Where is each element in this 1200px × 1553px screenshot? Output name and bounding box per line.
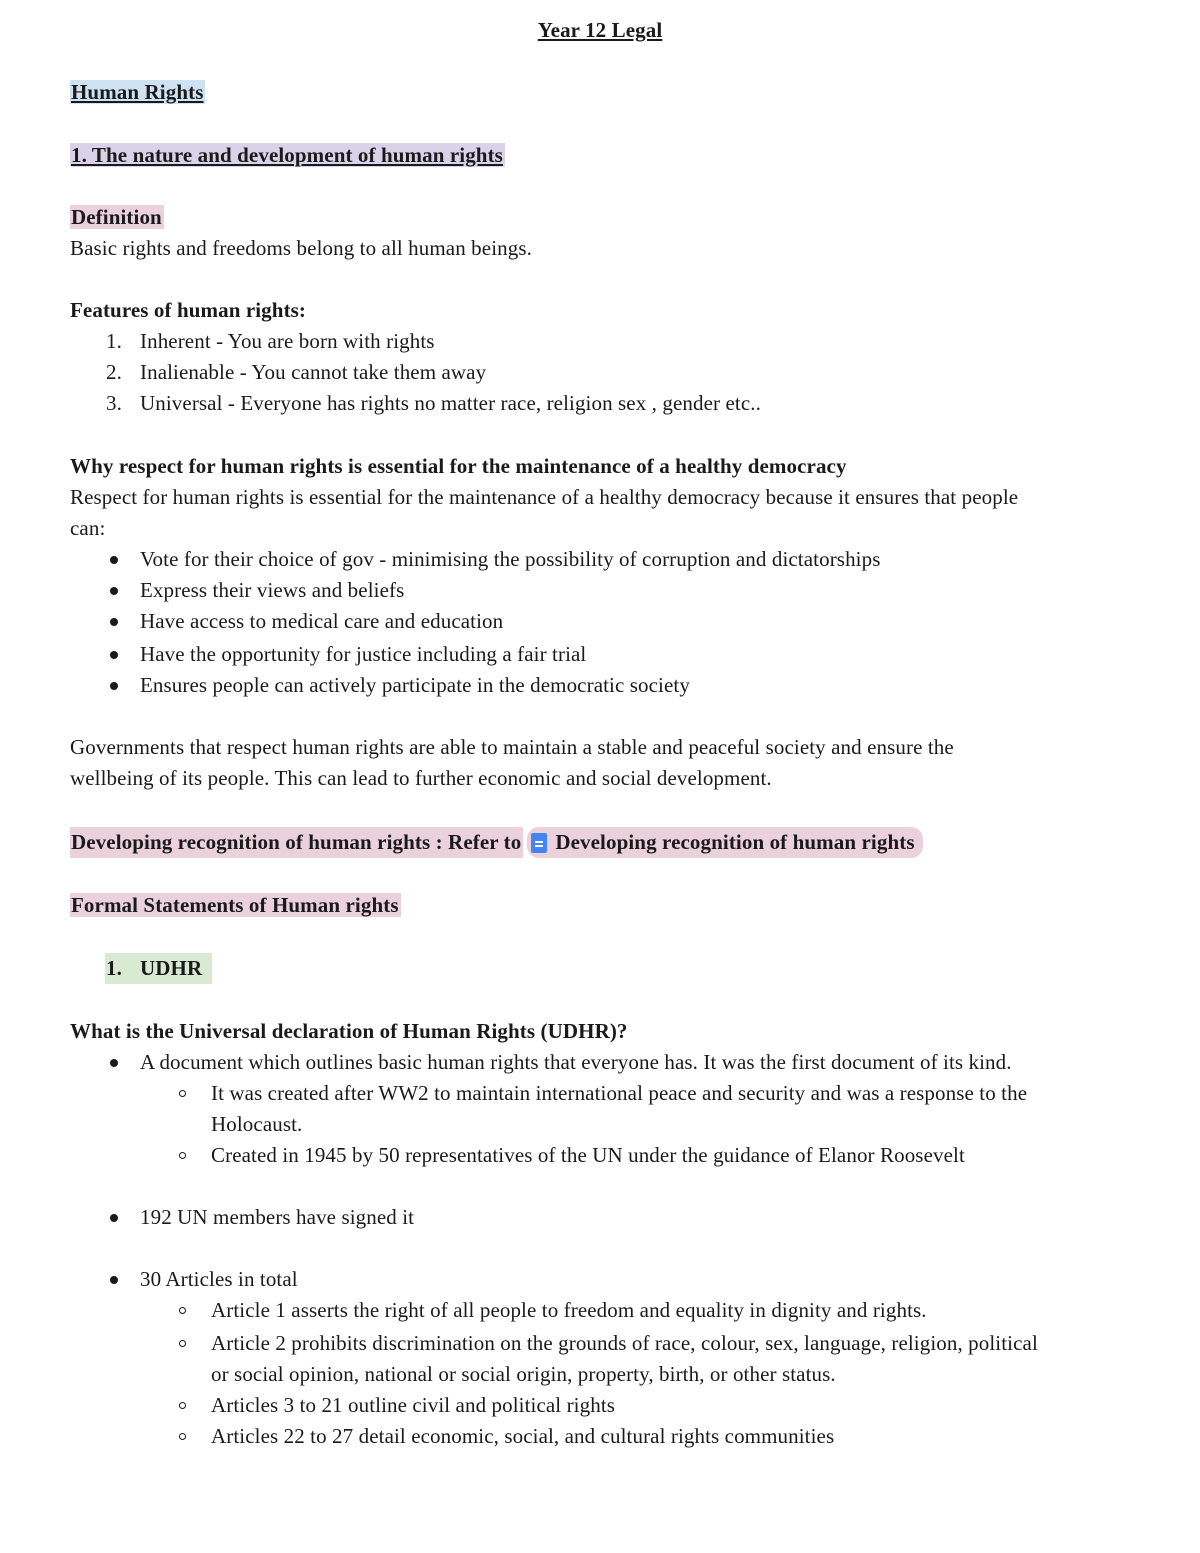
list-item: Inherent - You are born with rights xyxy=(140,329,435,353)
udhr-label: UDHR xyxy=(140,956,203,980)
bullet-dot xyxy=(110,1276,118,1284)
governments-paragraph-line: wellbeing of its people. This can lead to further economic and social development. xyxy=(70,766,772,790)
list-item: Inalienable - You cannot take them away xyxy=(140,360,487,384)
udhr-list-item xyxy=(105,953,212,984)
topic-heading: Human Rights xyxy=(71,80,204,104)
democracy-heading: Why respect for human rights is essential for the maintenance of a healthy democracy xyxy=(70,454,847,478)
list-item: 192 UN members have signed it xyxy=(140,1205,415,1229)
sub-list-item: Articles 22 to 27 detail economic, social, and cultural rights communities xyxy=(211,1424,835,1448)
sub-bullet-circle xyxy=(179,1307,186,1314)
bullet-dot xyxy=(110,618,118,626)
sub-list-item: Article 1 asserts the right of all people to freedom and equality in dignity and rights. xyxy=(211,1298,927,1322)
definition-heading: Definition xyxy=(71,205,162,229)
google-docs-icon xyxy=(531,833,547,853)
developing-recognition-doc-link[interactable] xyxy=(527,827,922,858)
governments-paragraph-line: Governments that respect human rights are able to maintain a stable and peaceful society and ensure the xyxy=(70,735,954,759)
bullet-dot xyxy=(110,587,118,595)
features-heading: Features of human rights: xyxy=(70,298,307,322)
sub-bullet-circle xyxy=(179,1090,186,1097)
udhr-question: What is the Universal declaration of Human Rights (UDHR)? xyxy=(70,1019,628,1043)
document-title: Year 12 Legal xyxy=(537,18,663,42)
sub-bullet-circle xyxy=(179,1402,186,1409)
sub-bullet-circle xyxy=(179,1340,186,1347)
doc-link-label: Developing recognition of human rights xyxy=(555,830,915,854)
bullet-dot xyxy=(110,1214,118,1222)
formal-statements-heading: Formal Statements of Human rights xyxy=(71,893,399,917)
sub-list-item: Article 2 prohibits discrimination on the grounds of race, colour, sex, language, religion, political xyxy=(211,1331,1038,1355)
bullet-dot xyxy=(110,1059,118,1067)
list-item: Ensures people can actively participate in the democratic society xyxy=(140,673,690,697)
list-item: Express their views and beliefs xyxy=(140,578,405,602)
sub-list-item: It was created after WW2 to maintain international peace and security and was a response to the xyxy=(211,1081,1028,1105)
sub-list-item: Articles 3 to 21 outline civil and political rights xyxy=(211,1393,616,1417)
list-number: 2. xyxy=(106,360,122,384)
list-number: 3. xyxy=(106,391,122,415)
sub-list-item-continued: or social opinion, national or social origin, property, birth, or other status. xyxy=(211,1362,836,1386)
democracy-intro-line: can: xyxy=(70,516,106,540)
sub-list-item: Created in 1945 by 50 representatives of the UN under the guidance of Elanor Roosevelt xyxy=(211,1143,965,1167)
definition-text: Basic rights and freedoms belong to all human beings. xyxy=(70,236,532,260)
list-item: Vote for their choice of gov - minimising the possibility of corruption and dictatorships xyxy=(140,547,881,571)
list-item: Universal - Everyone has rights no matter race, religion sex , gender etc.. xyxy=(140,391,761,415)
list-number: 1. xyxy=(106,329,122,353)
sub-bullet-circle xyxy=(179,1152,186,1159)
list-item: Have the opportunity for justice including a fair trial xyxy=(140,642,587,666)
list-number: 1. xyxy=(106,956,122,980)
sub-list-item-continued: Holocaust. xyxy=(211,1112,303,1136)
section-heading: 1. The nature and development of human rights xyxy=(71,143,503,167)
list-item: 30 Articles in total xyxy=(140,1267,298,1291)
democracy-intro-line: Respect for human rights is essential for the maintenance of a healthy democracy because it ensures that people xyxy=(70,485,1019,509)
developing-heading: Developing recognition of human rights : Refer to xyxy=(70,827,523,858)
sub-bullet-circle xyxy=(179,1433,186,1440)
bullet-dot xyxy=(110,556,118,564)
bullet-dot xyxy=(110,682,118,690)
list-item: A document which outlines basic human rights that everyone has. It was the first document of its kind. xyxy=(140,1050,1012,1074)
list-item: Have access to medical care and education xyxy=(140,609,504,633)
bullet-dot xyxy=(110,651,118,659)
